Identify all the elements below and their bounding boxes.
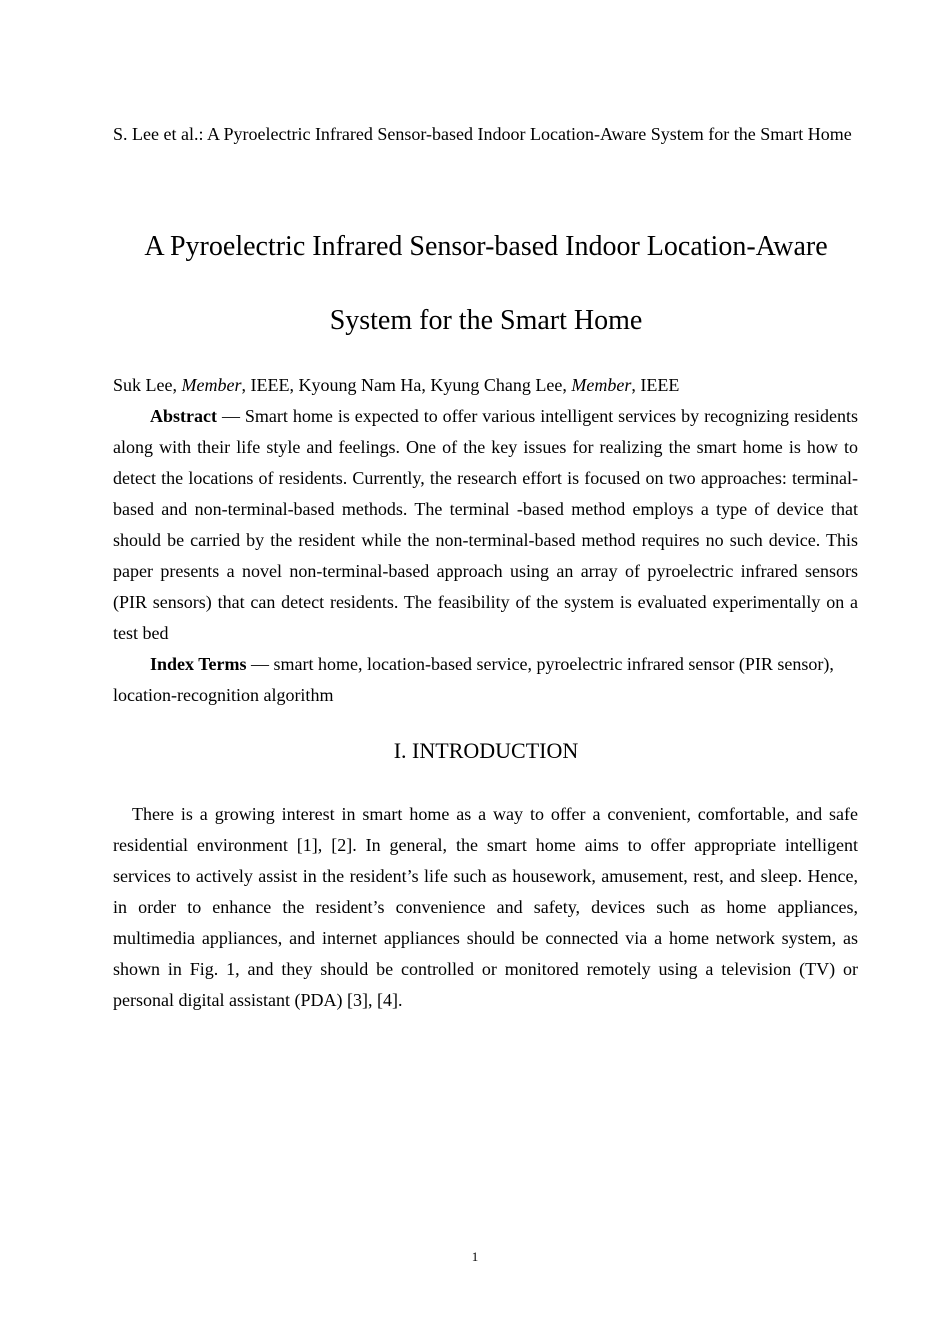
author-2-3: , IEEE, Kyoung Nam Ha, Kyung Chang Lee, xyxy=(241,375,572,395)
abstract-text: — Smart home is expected to offer various intelligent services by recognizing residents along with their life style and feelings. One of the key issues for realizing the smart home is how to detect the locations of residents. Currently, the research effort is focused on two approaches: terminal-based and non-terminal-based methods. The terminal -based method employs a type of device that should be carried by the resident while the non-terminal-based method requires no such device. This paper presents a novel non-terminal-based approach using an array of pyroelectric infrared sensors (PIR sensors) that can detect residents. The feasibility of the system is evaluated experimentally on a test bed xyxy=(113,406,858,643)
running-header: S. Lee et al.: A Pyroelectric Infrared Sensor-based Indoor Location-Aware System for the Smart Home xyxy=(113,124,852,144)
abstract xyxy=(113,401,858,649)
index-terms xyxy=(113,649,858,711)
page-number: 1 xyxy=(471,1249,479,1264)
author-1: Suk Lee, xyxy=(113,375,182,395)
abstract-label: Abstract xyxy=(150,406,217,426)
title-line-2: System for the Smart Home xyxy=(329,305,643,336)
membership-1: Member xyxy=(181,375,242,395)
index-terms-label: Index Terms xyxy=(150,654,247,674)
title-line-1: A Pyroelectric Infrared Sensor-based Indoor Location-Aware xyxy=(144,231,828,262)
author-list xyxy=(113,370,858,401)
introduction-paragraph: There is a growing interest in smart home as a way to offer a convenient, comfortable, and safe residential environment [1], [2]. In general, the smart home aims to offer appropriate intelligent services to actively assist in the resident’s life such as housework, amusement, rest, and sleep. Hence, in order to enhance the resident’s convenience and safety, devices such as home appliances, multimedia appliances, and internet appliances should be connected via a home network system, as shown in Fig. 1, and they should be controlled or monitored remotely using a television (TV) or personal digital assistant (PDA) [3], [4]. xyxy=(113,804,858,1010)
paper-title xyxy=(60,210,912,358)
membership-2: Member xyxy=(571,375,632,395)
index-terms-text: — smart home, location-based service, pyroelectric infrared sensor (PIR sensor), location-recognition algorithm xyxy=(113,654,834,705)
author-org-tail: , IEEE xyxy=(631,375,680,395)
section-heading-introduction: I. INTRODUCTION xyxy=(393,738,579,763)
